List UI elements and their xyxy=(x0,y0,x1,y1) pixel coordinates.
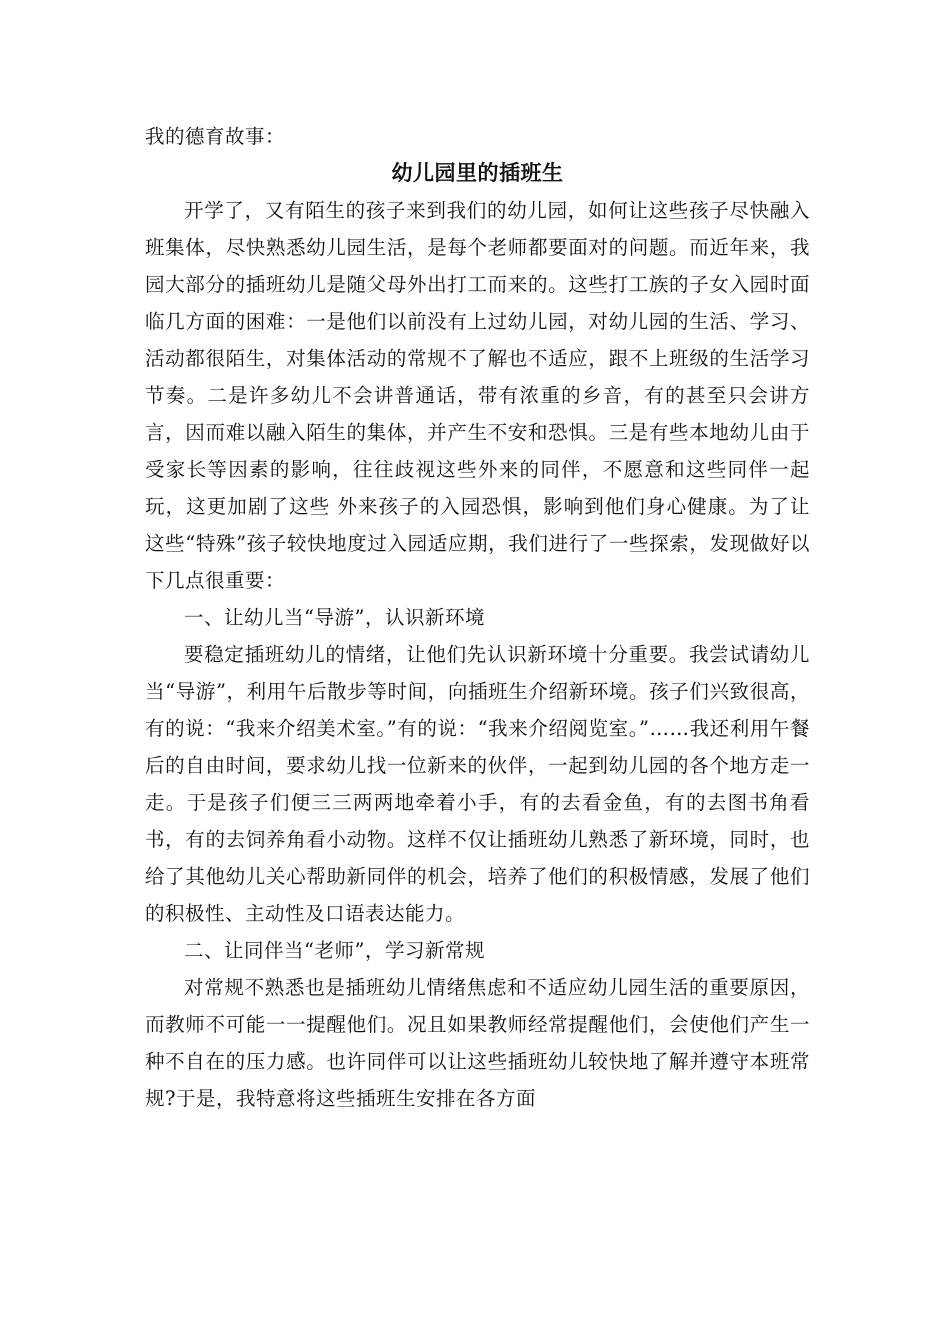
section-1-heading: 一、让幼儿当“导游”，认识新环境 xyxy=(184,606,485,629)
document-page xyxy=(145,118,810,1117)
section-1-paragraph: 要稳定插班幼儿的情绪，让他们先认识新环境十分重要。我尝试请幼儿当“导游”，利用午后散步等时间，向插班生介绍新环境。孩子们兴致很高，有的说：“我来介绍美术室。”有的说：“我来介绍阅览室。”……我还利用午餐后的自由时间，要求幼儿找一位新来的伙伴，一起到幼儿园的各个地方走一走。于是孩子们便三三两两地牵着小手，有的去看金鱼，有的去图书角看书，有的去饲养角看小动物。这样不仅让插班幼儿熟悉了新环境，同时，也给了其他幼儿关心帮助新同伴的机会，培养了他们的积极情感，发展了他们的积极性、主动性及口语表达能力。 xyxy=(145,643,810,925)
document-title: 幼儿园里的插班生 xyxy=(391,161,564,185)
document-label: 我的德育故事： xyxy=(145,125,286,148)
section-2-heading: 二、让同伴当“老师”，学习新常规 xyxy=(184,939,485,962)
intro-paragraph: 开学了，又有陌生的孩子来到我们的幼儿园，如何让这些孩子尽快融入班集体，尽快熟悉幼儿园生活，是每个老师都要面对的问题。而近年来，我园大部分的插班幼儿是随父母外出打工而来的。这些打工族的子女入园时面临几方面的困难：一是他们以前没有上过幼儿园，对幼儿园的生活、学习、活动都很陌生，对集体活动的常规不了解也不适应，跟不上班级的生活学习节奏。二是许多幼儿不会讲普通话，带有浓重的乡音，有的甚至只会讲方言，因而难以融入陌生的集体，并产生不安和恐惧。三是有些本地幼儿由于受家长等因素的影响，往往歧视这些外来的同伴，不愿意和这些同伴一起玩，这更加剧了这些 外来孩子的入园恐惧，影响到他们身心健康。为了让这些“特殊”孩子较快地度过入园适应期，我们进行了一些探索，发现做好以下几点很重要： xyxy=(145,199,810,592)
section-2-paragraph: 对常规不熟悉也是插班幼儿情绪焦虑和不适应幼儿园生活的重要原因，而教师不可能一一提醒他们。况且如果教师经常提醒他们，会使他们产生一种不自在的压力感。也许同伴可以让这些插班幼儿较快地了解并遵守本班常规?于是，我特意将这些插班生安排在各方面 xyxy=(145,976,810,1110)
